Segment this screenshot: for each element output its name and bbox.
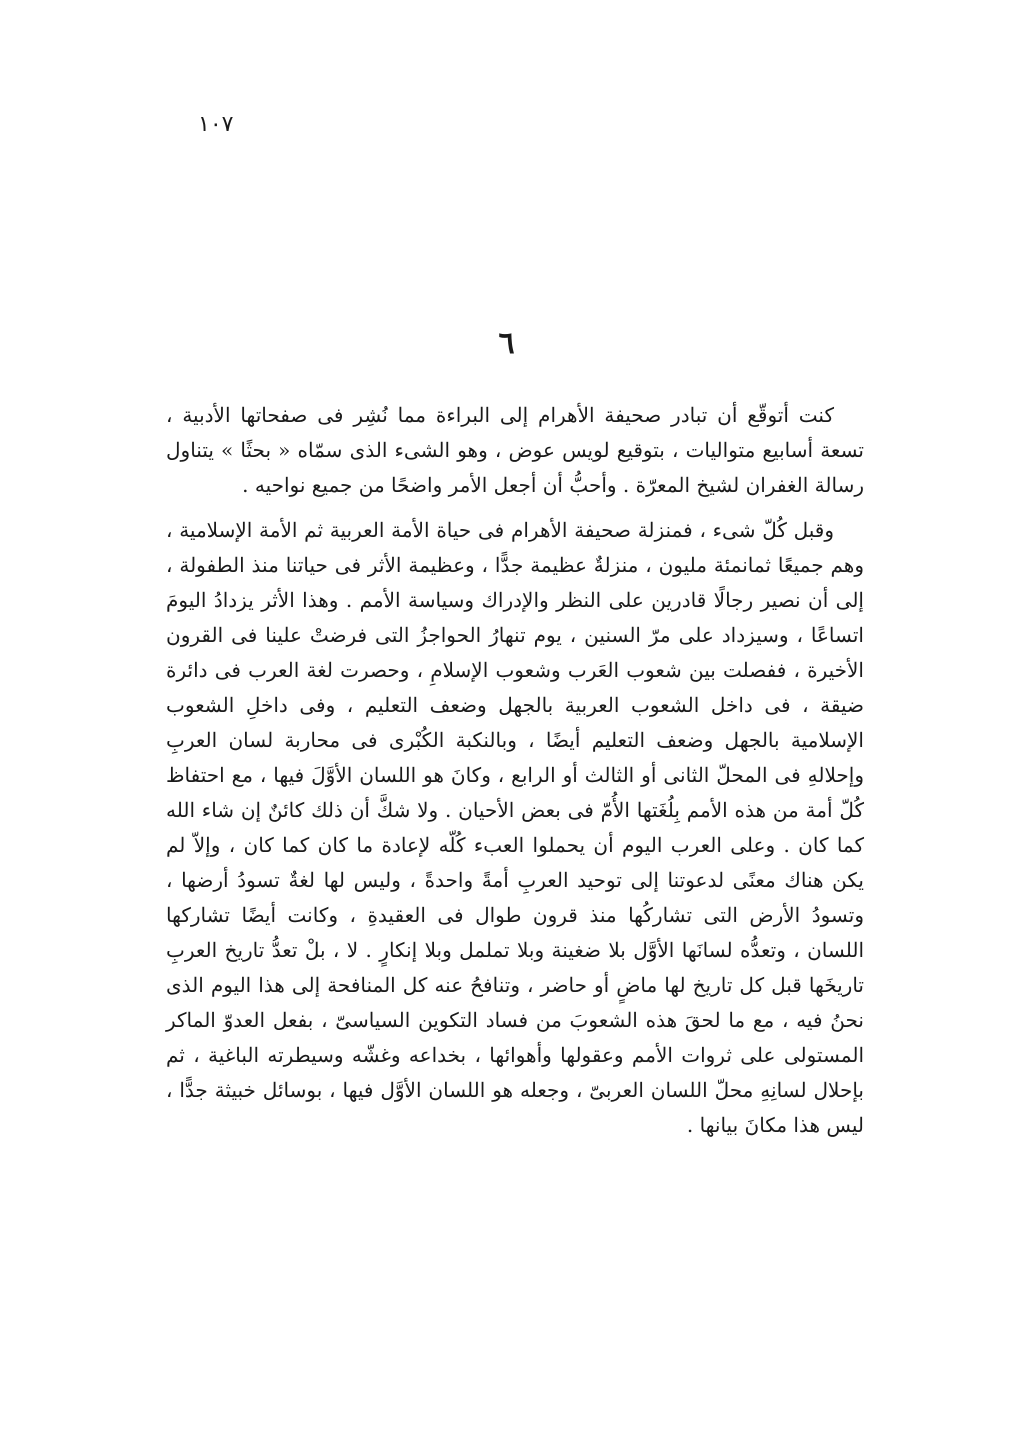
body-text [166,398,864,1143]
section-number: ٦ [498,326,515,361]
paragraph-2: وقبل كُلّ شىء ، فمنزلة صحيفة الأهرام فى حياة الأمة العربية ثم الأمة الإسلامية ، وهم جميعًا ثمانمئة مليون ، منزلةٌ عظيمة جدًّا ، وعظيمة الأثر فى حياتنا منذ الطفولة ، إلى أن نصير رجالًا قادرين على النظر والإدراك وسياسة الأمم . وهذا الأثر يزدادُ اليومَ اتساعًا ، وسيزداد على مرّ السنين ، يوم تنهارُ الحواجزُ التى فرضتْ علينا فى القرون الأخيرة ، ففصلت بين شعوب العَرب وشعوب الإسلامِ ، وحصرت لغة العرب فى دائرة ضيقة ، فى داخل الشعوب العربية بالجهل وضعف التعليم ، وفى داخلِ الشعوب الإسلامية بالجهل وضعف التعليم أيضًا ، وبالنكبة الكُبْرى فى محاربة لسان العربِ وإحلالهِ فى المحلّ الثانى أو الثالث أو الرابع ، وكانَ هو اللسان الأوَّلَ فيها ، مع احتفاظ كُلّ أمة من هذه الأمم بِلُغَتها الأُمّ فى بعض الأحيان . ولا شكَّ أن ذلك كائنٌ إن شاء الله كما كان . وعلى العرب اليوم أن يحملوا العبء كُلّه لإعادة ما كان كما كان ، وإلاّ لم يكن هناك معنًى لدعوتنا إلى توحيد العربِ أمةً واحدةً ، وليس لها لغةٌ تسودُ أرضها ، وتسودُ الأرض التى تشاركُها منذ قرون طوال فى العقيدةِ ، وكانت أيضًا تشاركها اللسان ، وتعدُّه لسانَها الأوَّل بلا ضغينة وبلا تململ وبلا إنكارٍ . لا ، بلْ تعدُّ تاريخ العربِ تاريخَها قبل كل تاريخ لها ماضٍ أو حاضر ، وتنافحُ عنه كل المنافحة إلى هذا اليوم الذى نحنُ فيه ، مع ما لحقَ هذه الشعوبَ من فساد التكوين السياسىّ ، بفعل العدوّ الماكر المستولى على ثروات الأمم وعقولها وأهوائها ، بخداعه وغشّه وسيطرته الباغية ، ثم بإحلال لسانِهِ محلّ اللسان العربىّ ، وجعله هو اللسان الأوَّل فيها ، بوسائل خبيثة جدًّا ، ليس هذا مكانَ بيانها . [166,518,864,1137]
page-number: ١٠٧ [198,112,234,137]
paragraph-1: كنت أتوقّع أن تبادر صحيفة الأهرام إلى البراءة مما نُشِر فى صفحاتها الأدبية ، تسعة أسابيع متواليات ، بتوقيع لويس عوض ، وهو الشىء الذى سمّاه « بحثًا » يتناول رسالة الغفران لشيخ المعرّة . وأحبُّ أن أجعل الأمر واضحًا من جميع نواحيه . [166,403,864,497]
